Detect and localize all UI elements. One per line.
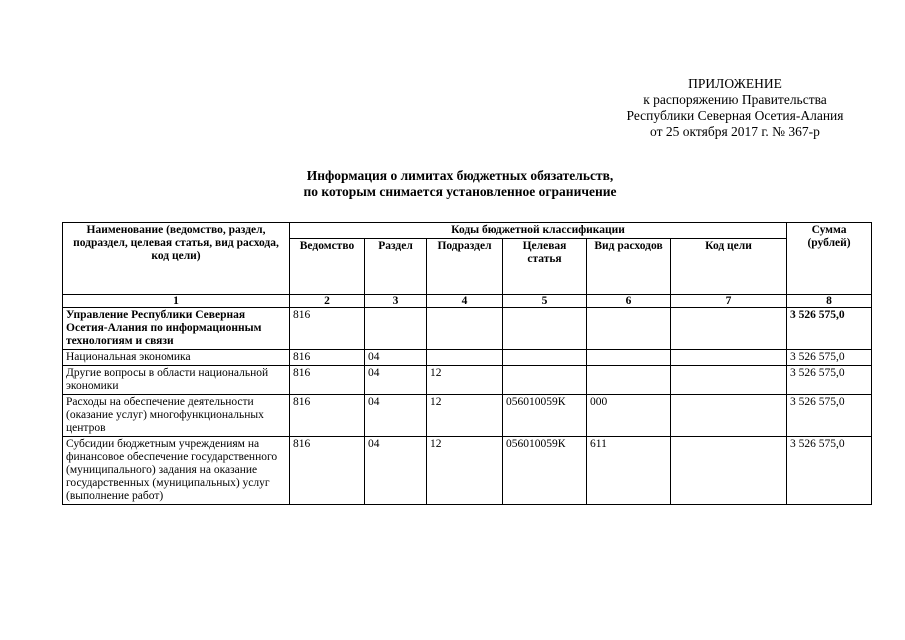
row-subsection xyxy=(427,350,503,366)
row-department: 816 xyxy=(290,437,365,505)
row-name: Национальная экономика xyxy=(63,350,290,366)
row-goal-code xyxy=(671,366,787,395)
row-amount: 3 526 575,0 xyxy=(787,350,872,366)
column-number: 2 xyxy=(290,295,365,308)
row-expense-type xyxy=(587,308,671,350)
table-row xyxy=(63,437,872,505)
table-row xyxy=(63,308,872,350)
row-amount: 3 526 575,0 xyxy=(787,437,872,505)
table-row xyxy=(63,366,872,395)
appendix-header xyxy=(600,76,870,140)
column-number: 5 xyxy=(503,295,587,308)
table-row xyxy=(63,395,872,437)
row-section: 04 xyxy=(365,366,427,395)
row-section: 04 xyxy=(365,437,427,505)
row-target-article xyxy=(503,308,587,350)
row-expense-type xyxy=(587,350,671,366)
appendix-republic-line: Республики Северная Осетия-Алания xyxy=(626,108,844,123)
document-title xyxy=(130,168,790,200)
row-department: 816 xyxy=(290,308,365,350)
row-target-article xyxy=(503,350,587,366)
row-goal-code xyxy=(671,350,787,366)
row-goal-code xyxy=(671,308,787,350)
row-department: 816 xyxy=(290,366,365,395)
row-subsection: 12 xyxy=(427,366,503,395)
column-number: 3 xyxy=(365,295,427,308)
header-target-article: Целевая статья xyxy=(503,239,587,295)
header-subsection: Подраздел xyxy=(427,239,503,295)
header-department: Ведомство xyxy=(290,239,365,295)
table-row xyxy=(63,350,872,366)
header-section: Раздел xyxy=(365,239,427,295)
header-goal-code: Код цели xyxy=(671,239,787,295)
column-number: 7 xyxy=(671,295,787,308)
row-subsection: 12 xyxy=(427,437,503,505)
row-amount: 3 526 575,0 xyxy=(787,308,872,350)
row-amount: 3 526 575,0 xyxy=(787,395,872,437)
column-number-row xyxy=(63,295,872,308)
row-amount: 3 526 575,0 xyxy=(787,366,872,395)
header-row-group xyxy=(63,223,872,239)
row-subsection xyxy=(427,308,503,350)
row-department: 816 xyxy=(290,395,365,437)
column-number: 1 xyxy=(63,295,290,308)
row-target-article: 056010059К xyxy=(503,437,587,505)
budget-limits-table xyxy=(62,222,872,505)
document-title-line-2: по которым снимается установленное ограничение xyxy=(303,184,617,199)
row-expense-type xyxy=(587,366,671,395)
column-number: 6 xyxy=(587,295,671,308)
header-expense-type: Вид расходов xyxy=(587,239,671,295)
row-name: Расходы на обеспечение деятельности (оказание услуг) многофункциональных центров xyxy=(63,395,290,437)
header-sum: Сумма (рублей) xyxy=(787,223,872,295)
row-section: 04 xyxy=(365,350,427,366)
row-name: Субсидии бюджетным учреждениям на финансовое обеспечение государственного (муниципального) задания на оказание государственных (муниципальных) услуг (выполнение работ) xyxy=(63,437,290,505)
row-expense-type: 000 xyxy=(587,395,671,437)
appendix-order-line: к распоряжению Правительства xyxy=(643,92,827,107)
document-title-line-1: Информация о лимитах бюджетных обязательств, xyxy=(306,168,614,183)
row-goal-code xyxy=(671,395,787,437)
row-subsection: 12 xyxy=(427,395,503,437)
row-name: Другие вопросы в области национальной экономики xyxy=(63,366,290,395)
header-name: Наименование (ведомство, раздел, подраздел, целевая статья, вид расхода, код цели) xyxy=(63,223,290,295)
row-target-article xyxy=(503,366,587,395)
header-codes-group: Коды бюджетной классификации xyxy=(290,223,787,239)
column-number: 4 xyxy=(427,295,503,308)
row-goal-code xyxy=(671,437,787,505)
row-expense-type: 611 xyxy=(587,437,671,505)
row-section: 04 xyxy=(365,395,427,437)
row-target-article: 056010059К xyxy=(503,395,587,437)
appendix-label: ПРИЛОЖЕНИЕ xyxy=(688,76,782,91)
row-name: Управление Республики Северная Осетия-Алания по информационным технологиям и связи xyxy=(63,308,290,350)
appendix-date-number: от 25 октября 2017 г. № 367-р xyxy=(650,124,820,139)
row-department: 816 xyxy=(290,350,365,366)
row-section xyxy=(365,308,427,350)
column-number: 8 xyxy=(787,295,872,308)
